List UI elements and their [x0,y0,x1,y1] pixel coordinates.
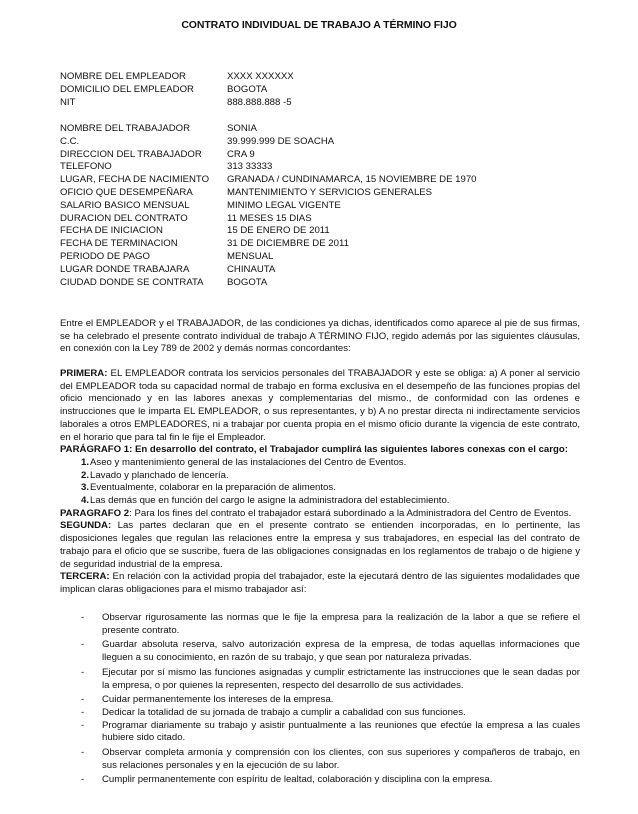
clause-text: EL EMPLEADOR contrata los servicios personales del TRABAJADOR y este se obliga: a) A poner al servicio del EMPLEADOR toda su capacidad normal de trabajo en forma exclusiva en el desempeño de las funciones propias del oficio mencionado y en las labores anexas y complementarias del mismo., de conformidad con las ordenes e instrucciones que le imparta EL EMPLEADOR, o sus representantes, y b) A no prestar directa ni indirectamente servicios laborales a otros EMPLEADORES, ni a trabajar por cuenta propia en el mismo oficio durante la vigencia de este contrato, en el horario que para tal fin le fije el Empleador. [60,368,580,443]
field-label: NOMBRE DEL EMPLEADOR [60,71,186,82]
field-row [60,225,620,238]
dash-bullet: - [81,706,85,718]
field-value: 11 MESES 15 DIAS [227,212,312,224]
field-value: 15 DE ENERO DE 2011 [227,225,330,237]
clause-text: Las partes declaran que en el presente contrato se entienden incorporadas, en lo pertinente, las disposiciones legales que regulan las relaciones entre la empresa y sus trabajadores, en especial las del contrato de trabajo para el oficio que se suscribe, fuera de las obligaciones consignadas en los reglamentos de trabajo o de higiene y de seguridad industrial de la empresa. [60,520,580,570]
obligations [60,612,580,787]
list-item [60,470,580,483]
list-item [60,457,580,470]
clause-label: PARAGRAFO 2 [60,507,130,519]
employer-info [60,71,620,109]
field-row [60,251,620,264]
field-label: FECHA DE TERMINACION [60,238,178,250]
clause-label: SEGUNDA: [60,520,112,532]
field-value: 888.888.888 -5 [227,96,292,108]
dash-bullet: - [81,612,85,623]
field-value: MINIMO LEGAL VIGENTE [227,199,341,211]
list-item [60,482,580,495]
item-number: 2. [81,469,90,481]
list-item [60,720,580,745]
field-label: CIUDAD DONDE SE CONTRATA [60,276,204,288]
paragrafo1-heading: PARÁGRAFO 1: En desarrollo del contrato, el Trabajador cumplirá las siguientes labores conexas con el cargo: [60,444,568,456]
field-value: 313 33333 [227,161,273,173]
item-text: Observar completa armonía y comprensión con los clientes, con sus superiores y compañeros de trabajo, en sus relaciones personales y en la ejecución de su labor. [102,747,580,771]
field-label: NIT [60,96,76,108]
list-item [60,747,580,772]
item-text: Lavado y planchado de lencería. [90,469,229,481]
clause-tercera [60,571,580,596]
list-item [60,495,580,508]
field-label: DIRECCION DEL TRABAJADOR [60,148,202,160]
field-row [60,174,620,187]
field-value: 39.999.999 DE SOACHA [227,135,335,147]
item-number: 1. [81,456,90,468]
field-row [60,136,620,149]
dash-bullet: - [81,666,85,678]
clause-label: TERCERA: [60,571,110,583]
field-label: DURACION DEL CONTRATO [60,212,188,224]
intro-paragraph [60,318,580,356]
list-item [60,667,580,692]
field-row [60,123,620,136]
field-row [60,84,620,97]
item-text: Guardar absoluta reserva, salvo autorización expresa de la empresa, de todas aquellas informaciones que lleguen a su conocimiento, en razón de su trabajo, y que sean por naturaleza privadas. [102,639,580,664]
clause-primera [60,368,580,444]
worker-info [60,123,620,289]
list-item [60,707,580,720]
field-label: LUGAR, FECHA DE NACIMIENTO [60,174,210,186]
field-label: PERIODO DE PAGO [60,250,150,262]
field-row [60,277,620,290]
item-text: Ejecutar por sí mismo las funciones asignadas y cumplir estrictamente las instrucciones que le sean dadas por la empresa, o por quienes la representen, respecto del desarrollo de sus actividades. [102,666,580,691]
document-title: CONTRATO INDIVIDUAL DE TRABAJO A TÉRMINO FIJO [181,19,457,31]
clause-text: : Para los fines del contrato el trabajador estará subordinado a la Administradora del Centro de Eventos. [129,507,572,519]
field-label: TELEFONO [60,161,112,173]
field-row [60,187,620,200]
dash-bullet: - [81,774,85,786]
item-text: Las demás que en función del cargo le asigne la administradora del establecimiento. [90,495,450,507]
field-value: CHINAUTA [227,263,276,275]
field-row [60,161,620,174]
dash-bullet: - [81,639,85,651]
list-item [60,612,580,637]
clause-label: PRIMERA: [60,368,108,379]
list-item [60,694,580,707]
dash-bullet: - [81,719,85,731]
item-text: Cuidar permanentemente los intereses de la empresa. [102,694,334,706]
field-label: DOMICILIO DEL EMPLEADOR [60,83,194,95]
field-label: C.C. [60,135,80,147]
item-text: Aseo y mantenimiento general de las instalaciones del Centro de Eventos. [90,456,407,468]
field-row [60,97,620,110]
field-value: XXXX XXXXXX [227,71,294,82]
field-row [60,71,620,84]
list-item [60,639,580,664]
field-row [60,213,620,226]
field-row [60,264,620,277]
field-label: LUGAR DONDE TRABAJARA [60,263,190,275]
clause-paragrafo2 [60,508,580,521]
dash-bullet: - [81,747,85,759]
item-text: Programar diariamente su trabajo y asistir puntualmente a las reuniones que efectúe la empresa a las cuales hubiere sido citado. [102,719,580,744]
clauses [60,368,580,597]
field-value: MANTENIMIENTO Y SERVICIOS GENERALES [227,186,433,198]
item-number: 4. [81,495,90,507]
item-text: Cumplir permanentemente con espíritu de lealtad, colaboración y disciplina con la empresa. [102,774,493,786]
dash-bullet: - [81,694,85,706]
clause-segunda [60,520,580,571]
field-value: BOGOTA [227,83,268,95]
field-value: CRA 9 [227,148,255,160]
field-label: SALARIO BASICO MENSUAL [60,199,190,211]
field-value: 31 DE DICIEMBRE DE 2011 [227,238,349,250]
field-row [60,238,620,251]
field-value: MENSUAL [227,250,274,262]
field-row [60,200,620,213]
field-label: OFICIO QUE DESEMPEÑARA [60,186,193,198]
field-value: BOGOTA [227,276,268,288]
item-text: Observar rigurosamente las normas que le fije la empresa para la realización de la labor a que se refiere el presente contrato. [102,612,580,636]
intro-text: Entre el EMPLEADOR y el TRABAJADOR, de las condiciones ya dichas, identificados como aparece al pie de sus firmas, se ha celebrado el presente contrato individual de trabajo A TÉRMINO FIJO, regido además por las siguientes cláusulas, en conexión con la Ley 789 de 2002 y demás normas concordantes: [60,318,580,355]
field-value: SONIA [227,123,257,134]
field-row [60,149,620,162]
field-value: GRANADA / CUNDINAMARCA, 15 NOVIEMBRE DE 1970 [227,174,477,186]
field-label: NOMBRE DEL TRABAJADOR [60,123,191,134]
labores-list [60,457,580,508]
list-item [60,774,580,787]
item-text: Eventualmente, colaborar en la preparación de alimentos. [90,482,336,494]
obligations-list [60,612,580,787]
item-number: 3. [81,482,90,494]
field-label: FECHA DE INICIACION [60,225,163,237]
clause-text: En relación con la actividad propia del trabajador, este la ejecutará dentro de las siguientes modalidades que implican claras obligaciones para el mismo trabajador así: [60,571,580,595]
item-text: Dedicar la totalidad de su jornada de trabajo a cumplir a cabalidad con sus funciones. [102,706,466,718]
